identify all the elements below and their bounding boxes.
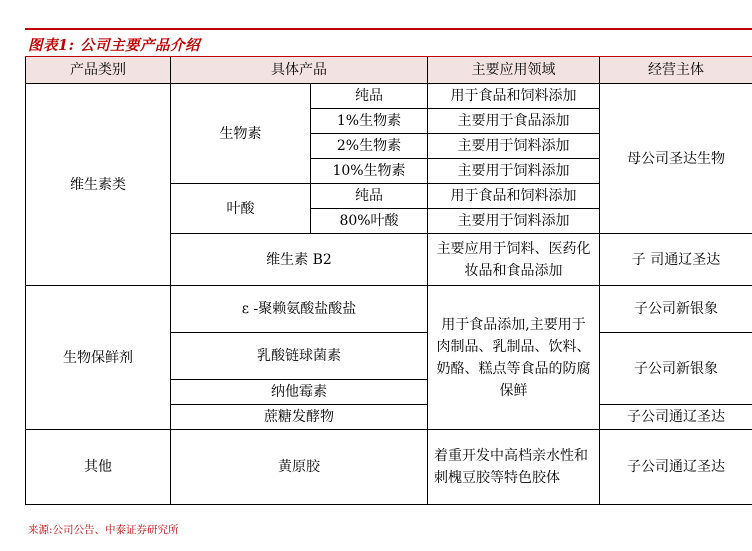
product-cell: 纳他霉素 xyxy=(171,380,428,405)
table-row xyxy=(26,84,752,109)
spec-cell: 纯品 xyxy=(311,84,428,109)
product-table xyxy=(25,57,752,505)
product-cell: 黄原胶 xyxy=(171,430,428,505)
category-vitamins: 维生素类 xyxy=(26,84,171,286)
application-cell: 主要用于食品添加 xyxy=(428,109,600,134)
entity-cell: 子公司新银象 xyxy=(600,286,752,333)
product-vitamin-b2: 维生素 B2 xyxy=(171,234,428,286)
table-row xyxy=(26,430,752,505)
product-cell: ε -聚赖氨酸盐酸盐 xyxy=(171,286,428,333)
application-cell: 主要用于饲料添加 xyxy=(428,134,600,159)
spec-cell: 1%生物素 xyxy=(311,109,428,134)
product-cell: 蔗糖发酵物 xyxy=(171,405,428,430)
application-cell: 主要应用于饲料、医药化妆品和食品添加 xyxy=(428,234,600,286)
header-category: 产品类别 xyxy=(26,57,171,84)
entity-cell: 子公司通辽圣达 xyxy=(600,430,752,505)
entity-cell: 子公司新银象 xyxy=(600,333,752,405)
application-cell: 用于食品和饲料添加 xyxy=(428,84,600,109)
header-entity: 经营主体 xyxy=(600,57,752,84)
table-header-row xyxy=(26,57,752,84)
category-other: 其他 xyxy=(26,430,171,505)
spec-cell: 80%叶酸 xyxy=(311,209,428,234)
category-preservatives: 生物保鲜剂 xyxy=(26,286,171,430)
application-cell: 用于食品和饲料添加 xyxy=(428,184,600,209)
entity-cell: 子 司通辽圣达 xyxy=(600,234,752,286)
header-product: 具体产品 xyxy=(171,57,428,84)
product-biotin: 生物素 xyxy=(171,84,311,184)
application-cell: 着重开发中高档亲水性和刺槐豆胶等特色胶体 xyxy=(428,430,600,505)
product-folic-acid: 叶酸 xyxy=(171,184,311,234)
spec-cell: 10%生物素 xyxy=(311,159,428,184)
entity-cell: 子公司通辽圣达 xyxy=(600,405,752,430)
spec-cell: 纯品 xyxy=(311,184,428,209)
product-cell: 乳酸链球菌素 xyxy=(171,333,428,380)
application-cell: 主要用于饲料添加 xyxy=(428,209,600,234)
source-note: 来源:公司公告、中泰证券研究所 xyxy=(28,524,179,536)
header-application: 主要应用领域 xyxy=(428,57,600,84)
entity-parent: 母公司圣达生物 xyxy=(600,84,752,234)
table-row xyxy=(26,286,752,333)
spec-cell: 2%生物素 xyxy=(311,134,428,159)
application-preservatives: 用于食品添加,主要用于肉制品、乳制品、饮料、奶酪、糕点等食品的防腐保鲜 xyxy=(428,286,600,430)
figure-title: 图表1: 公司主要产品介绍 xyxy=(28,37,200,54)
title-top-rule xyxy=(25,28,752,30)
application-cell: 主要用于饲料添加 xyxy=(428,159,600,184)
